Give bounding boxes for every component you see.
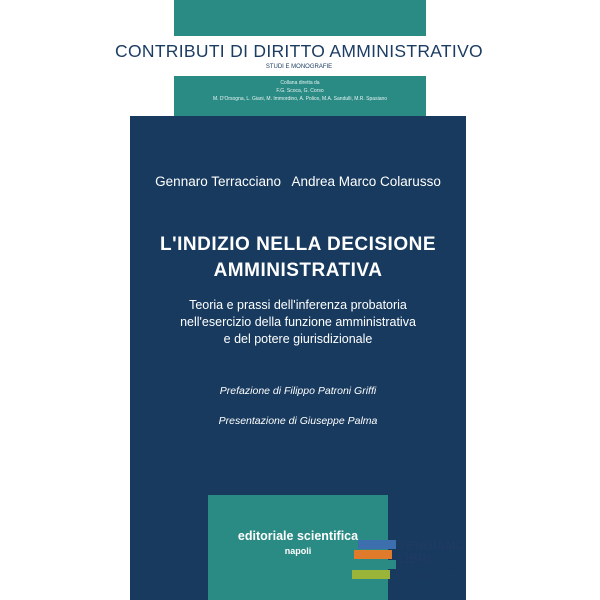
book-stack-icon	[352, 534, 392, 590]
series-title: CONTRIBUTI DI DIRITTO AMMINISTRATIVO	[115, 41, 483, 61]
watermark	[352, 534, 502, 590]
authors: Gennaro Terracciano Andrea Marco Colarusso	[155, 174, 441, 189]
book-subtitle-line-1: Teoria e prassi dell'inferenza probatoria	[189, 298, 407, 312]
book-title-line-1: L'INDIZIO NELLA DECISIONE	[160, 234, 436, 255]
editors-heading: Collana diretta da	[280, 80, 320, 86]
editors-line-1: F.G. Scoca, G. Corso	[276, 88, 324, 94]
presentation-credit: Presentazione di Giuseppe Palma	[218, 415, 378, 427]
editors-band	[174, 76, 426, 116]
book-subtitle-line-3: e del potere giurisdizionale	[223, 332, 373, 346]
book-title-line-2: AMMINISTRATIVA	[213, 260, 383, 281]
publisher-name: editoriale scientifica	[237, 529, 359, 543]
series-subtitle: STUDI E MONOGRAFIE	[265, 64, 333, 70]
top-teal-band	[174, 0, 426, 36]
watermark-line-1: VENDIAMO	[398, 539, 466, 553]
watermark-line-2: LIBRI	[398, 552, 431, 566]
watermark-line-3: DI TUTTI A TUTTI	[398, 572, 459, 581]
preface-credit: Prefazione di Filippo Patroni Griffi	[219, 385, 377, 397]
editors-line-2: M. D'Orsogna, L. Giani, M. Immordino, A. Police, M.A. Sandulli, M.R. Spasiano	[212, 96, 388, 102]
book-subtitle-line-2: nell'esercizio della funzione amministrativa	[180, 315, 416, 329]
publisher-city: napoli	[284, 546, 312, 556]
